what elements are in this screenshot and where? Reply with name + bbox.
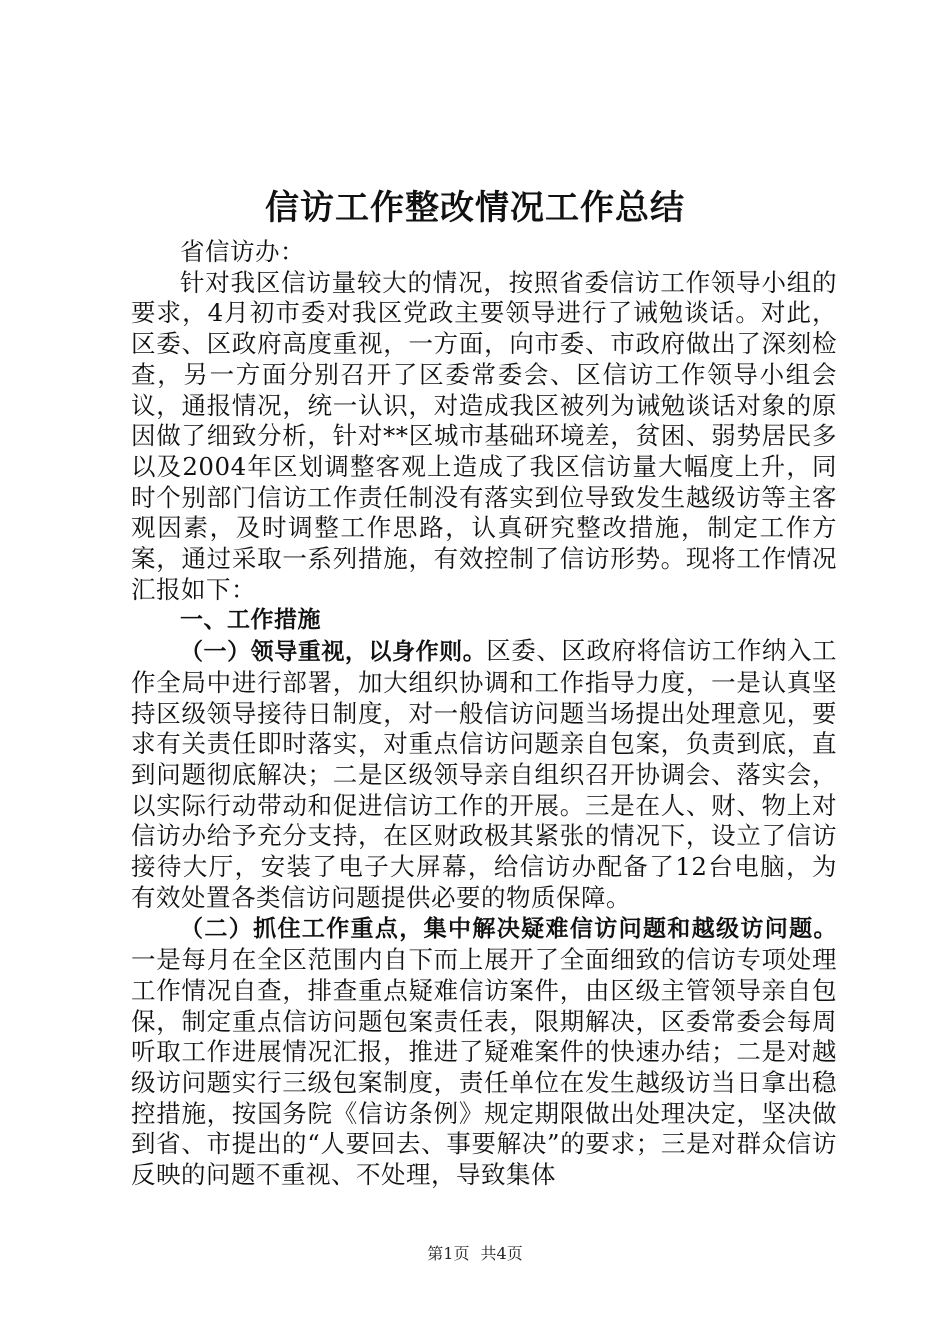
salutation: 省信访办：	[180, 237, 305, 266]
subsection-lead-2: （二）抓住工作重点，集中解决疑难信访问题和越级访问题。	[180, 916, 837, 943]
intro-paragraph: 针对我区信访量较大的情况，按照省委信访工作领导小组的要求，4月初市委对我区党政主要领导进行了诫勉谈话。对此，区委、区政府高度重视，一方面，向市委、市政府做出了深刻检查，另一方面分别召开了区委常委会、区信访工作领导小组会议，通报情况，统一认识，对造成我区被列为诫勉谈话对象的原因做了细致分析，针对**区城市基础环境差，贫困、弱势居民多以及2004年区划调整客观上造成了我区信访量大幅度上升，同时个别部门信访工作责任制没有落实到位导致发生越级访等主客观因素，及时调整工作思路，认真研究整改措施，制定工作方案，通过采取一系列措施，有效控制了信访形势。现将工作情况汇报如下：	[131, 267, 837, 604]
document-body	[131, 237, 837, 1191]
page-number-current: 第1页	[427, 1244, 470, 1263]
document-title: 信访工作整改情况工作总结	[265, 188, 685, 228]
section-heading-measures: 一、工作措施	[180, 607, 321, 634]
subsection-text-1: 区委、区政府将信访工作纳入工作全局中进行部署，加大组织协调和工作指导力度，一是认真坚持区级领导接待日制度，对一般信访问题当场提出处理意见，要求有关责任即时落实，对重点信访问题亲自包案，负责到底，直到问题彻底解决；二是区级领导亲自组织召开协调会、落实会，以实际行动带动和促进信访工作的开展。三是在人、财、物上对信访办给予充分支持，在区财政极其紧张的情况下，设立了信访接待大厅，安装了电子大屏幕，给信访办配备了12台电脑，为有效处置各类信访问题提供必要的物质保障。	[131, 636, 837, 912]
subsection-lead-1: （一）领导重视，以身作则。	[180, 639, 487, 666]
subsection-paragraph-2	[131, 913, 837, 1190]
subsection-paragraph-1	[131, 636, 837, 913]
page-number-total: 共4页	[480, 1244, 523, 1263]
subsection-text-2: 一是每月在全区范围内自下而上展开了全面细致的信访专项处理工作情况自查，排查重点疑难信访案件，由区级主管领导亲自包保，制定重点信访问题包案责任表，限期解决，区委常委会每周听取工作进展情况汇报，推进了疑难案件的快速办结；二是对越级访问题实行三级包案制度，责任单位在发生越级访当日拿出稳控措施，按国务院《信访条例》规定期限做出处理决定，坚决做到省、市提出的“人要回去、事要解决”的要求；三是对群众信访反映的问题不重视、不处理，导致集体	[131, 945, 837, 1190]
page-footer	[0, 1243, 950, 1265]
